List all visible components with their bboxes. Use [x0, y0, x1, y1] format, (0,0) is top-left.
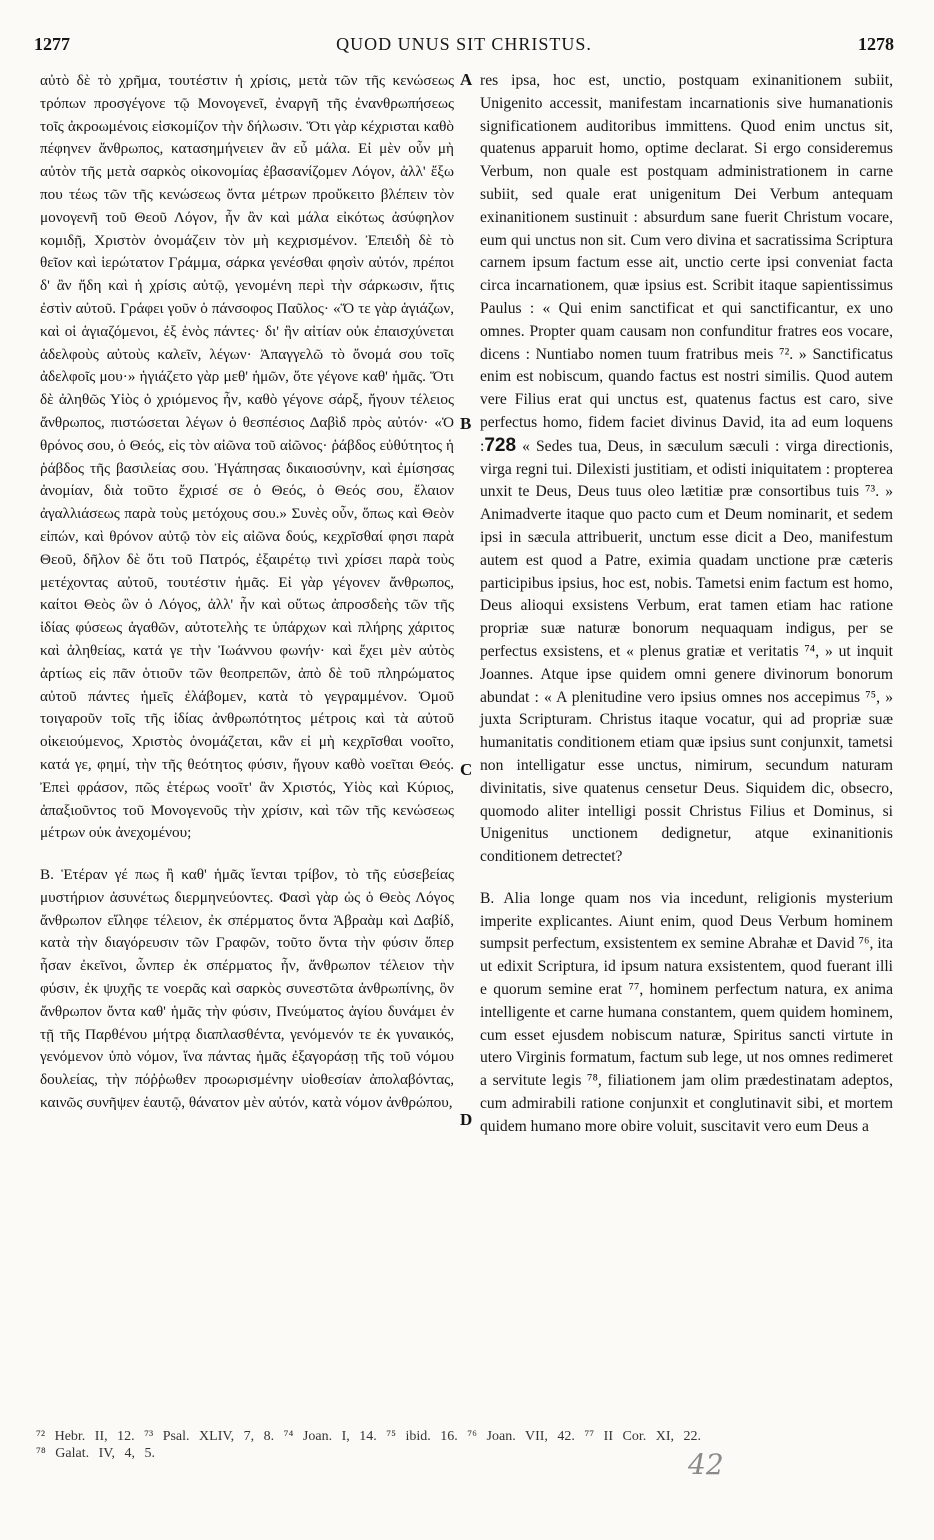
margin-marker-a: A: [460, 70, 473, 89]
handwritten-annotation: 42: [688, 1448, 724, 1481]
patrologia-page-marker: 728: [484, 434, 517, 456]
latin-paragraph-1-part-b: « Sedes tua, Deus, in sæculum sæculi : virga directionis, virga regni tui. Dilexisti justitiam, et odisti iniquitatem : propterea unxit te Deus, Deus tuus oleo lætitiæ præ consortibus tuis ⁷³. » Animadverte itaque quo pacto cum et Deum nominarit, et sedem ipsi in sæcula attribuerit, unctum esse dicit a Deo, manifestum autem est quod a Patre, eximia quadam unctione præ cæteris participibus ipsius, hoc est, nobis. Tametsi enim factum est homo, Deus alioqui exsistens Verbum, erat tamen etiam hac ratione propriæ suæ naturæ bonorum nequaquam indigus, per se perfectus exsistens, et « plenus gratiæ et veritatis ⁷⁴, » ut inquit Joannes. Atque ipse quidem omni genere divinorum bonorum abundat : « A plenitudine vero ipsius omnes nos accepimus ⁷⁵, » juxta Scripturam. Christus itaque vocatur, qui ad propriæ suæ humanitatis conditionem etiam quæ ipsius sunt conjunxit, tametsi non intelligatur esse unctus, nimirum, secundum naturam divinitatis, sive quatenus censetur Deus. Siquidem dic, obsecro, quomodo aliter intelligi possit Christus Filius et Dominus, si Unigenitus unctionem dedignetur, atque exinanitionis conditionem detrectet?: [480, 437, 893, 866]
margin-marker-c: C: [460, 760, 473, 779]
greek-paragraph-1: αὐτὸ δὲ τὸ χρῆμα, τουτέστιν ἡ χρίσις, μετὰ τῶν τῆς κενώσεως τρόπων προσγέγονε τῷ Μονογενεῖ, ἐναργῆ τῆς ἐνανθρωπήσεως τοῖς ἀκροωμένοις εἰσκομίζον τὴν δήλωσιν. Ὅτι γὰρ κέχρισται καθὸ πέφηνεν ἄνθρωπος, κατασημήνειεν ἂν εὖ μάλα. Εἰ μὲν οὖν μὴ αὐτὸν τῆς μετὰ σαρκὸς οἰκονομίας ἐβασανίζομεν Λόγον, ἀλλ' ἔξω που τέως τῶν τῆς κενώσεως ὄντα μέτρων προὔκειτο βλέπειν τὸν μονογενῆ τοῦ Θεοῦ Λόγον, ἦν ἂν καὶ μάλα εἰκότως ἀσύφηλον κομιδῇ, Χριστὸν ὀνομάζειν τὸν μὴ κεχρισμένον. Ἐπειδὴ δὲ τὸ θεῖον καὶ ἱερώτατον Γράμμα, σάρκα γενέσθαι φησὶν αὐτόν, πρέποι δ' ἂν ἤδη καὶ ἡ χρίσις αὐτῷ, γενομένη περὶ τὴν σάρκωσιν, ἥτις ἐστὶν αὐτοῦ. Γράφει γοῦν ὁ πάνσοφος Παῦλος· «Ὅ τε γὰρ ἁγιάζων, καὶ οἱ ἁγιαζόμενοι, ἐξ ἑνὸς πάντες· δι' ἣν αἰτίαν οὐκ ἐπαισχύνεται ἀδελφοὺς αὐτοὺς καλεῖν, λέγων· Ἀπαγγελῶ τὸ ὄνομά σου τοῖς ἀδελφοῖς μου·» ἡγιάζετο γὰρ μεθ' ἡμῶν, ὅτε γέγονε καθ' ἡμᾶς. Ὅτι δὲ ἀληθῶς Υἱὸς ὁ χριόμενος ἦν, καθὸ γέγονε σάρξ, ἤγουν τέλειος ἄνθρωπος, πιστώσεται λέγων ὁ θεσπέσιος Δαβὶδ πρὸς αὐτόν· «Ὁ θρόνος σου, ὁ Θεός, εἰς τὸν αἰῶνα τοῦ αἰῶνος· ῥάβδος εὐθύτητος ἡ ῥάβδος τῆς βασιλείας σου. Ἠγάπησας δικαιοσύνην, καὶ ἐμίσησας ἀνομίαν, διὰ τοῦτο ἔχρισέ σε ὁ Θεός, ὁ Θεός σου, ἔλαιον ἀγαλλιάσεως παρὰ τοὺς μετόχους σου.» Συνὲς οὖν, ὅπως καὶ Θεὸν εἰπών, καὶ θρόνον αὐτῷ τὸν εἰς αἰῶνα δούς, κεχρῖσθαί φησι παρὰ Θεοῦ, δῆλον δὲ ὅτι τοῦ Πατρός, ἐξαιρέτῳ τινὶ χρίσει παρὰ τοὺς μετέχοντας αὐτοῦ, τουτέστιν ἡμᾶς. Εἰ γὰρ γέγονεν ἄνθρωπος, καίτοι Θεὸς ὢν ὁ Λόγος, ἀλλ' ἦν καὶ οὕτως ἀπροσδεὴς τῶν τῆς ἰδίας φύσεως ἀγαθῶν, αὐτοτελὴς τε ὑπάρχων καὶ πλήρης χάριτος καὶ ἀληθείας, κατά γε τὴν Ἰωάννου φωνήν· καὶ ἔχει μὲν αὐτὸς ἀρτίως εἰς πᾶν ὁτιοῦν τῶν θεοπρεπῶν, ἀπὸ δὲ τοῦ πληρώματος αὐτοῦ πάντες ἡμεῖς ἐλάβομεν, κατὰ τὸ γεγραμμένον. Ὁμοῦ τοιγαροῦν τοῖς τῆς ἰδίας ἀνθρωπότητος μέτροις καὶ τὰ αὐτοῦ οἰκειούμενος, Χριστὸς ὀνομάζεται, κἂν εἰ μὴ κεχρῖσθαι νοοῖτο, κατά γε, φημί, τὴν τῆς θεότητος φύσιν, ἤγουν καθὸ νοεῖται Θεός. Ἐπεὶ φράσον, πῶς ἑτέρως νοοῖτ' ἂν Χριστός, Υἱὸς καὶ Κύριος, ἀπαξιοῦντος τοῦ Μονογενοῦς τὴν χρίσιν, καὶ τῶν τῆς κενώσεως μέτρων οὐκ ἀνεχομένου;: [40, 72, 454, 842]
footnote-line-1: ⁷² Hebr. II, 12. ⁷³ Psal. XLIV, 7, 8. ⁷⁴ Joan. I, 14. ⁷⁵ ibid. 16. ⁷⁶ Joan. VII, 42. ⁷⁷ II Cor. XI, 22.: [36, 1429, 701, 1444]
greek-paragraph-2: Β. Ἑτέραν γέ πως ἢ καθ' ἡμᾶς ἴενται τρίβον, τὸ τῆς εὐσεβείας μυστήριον ἀσυνέτως διερμηνεύοντες. Φασὶ γὰρ ὡς ὁ Θεὸς Λόγος ἄνθρωπον εἴληφε τέλειον, ἐκ σπέρματος ὄντα Ἀβραὰμ καὶ Δαβίδ, κατὰ τὴν διαγόρευσιν τῶν Γραφῶν, τοῦτο ὄντα τὴν φύσιν ὅπερ ἦσαν ἐκεῖνοι, ὧνπερ ἐκ σπέρματος ἦν, ἄνθρωπον τέλειον τὴν φύσιν, ἐκ ψυχῆς τε νοερᾶς καὶ σαρκὸς συνεστῶτα ἀνθρωπίνης, ὃν ἄνθρωπον ὄντα καθ' ἡμᾶς τὴν φύσιν, Πνεύματος ἁγίου δυνάμει ἐν τῇ τῆς Παρθένου μήτρᾳ διαπλασθέντα, γενόμενόν τε ἐκ γυναικός, γενόμενον ὑπὸ νόμον, ἵνα πάντας ἡμᾶς ἐξαγοράσῃ τῆς τοῦ νόμου δουλείας, τὴν πόῤῥωθεν προωρισμένην υἱοθεσίαν ἀπολαβόντας, καινῶς συνῆψεν ἑαυτῷ, θάνατον μὲν αὐτόν, κατὰ νόμον ἀνθρώπου,: [40, 866, 454, 1112]
greek-column: [40, 70, 454, 1115]
page-number-right: 1278: [858, 34, 894, 54]
page-number-left: 1277: [34, 34, 70, 54]
latin-paragraph-1-part-a: res ipsa, hoc est, unctio, postquam exinanitionem subiit, Unigenito accessit, manifestam incarnationis sive humanationis significationem auditoribus immittens. Quod enim unctus sit, quatenus apparuit homo, optime declarat. Si ergo consideremus Verbum, non quale est postquam administrationem in carne subiit, sed quale erat unigenitum Dei Verbum antequam exinanitionem sustinuit : absurdum sane fuerit Christum vocare, eum qui unctus non sit. Cum vero divina et sacratissima Scriptura carnem ipsum factum esse ait, unctio certe ipsi conveniat facta circa incarnationem, quæ ipsius est. Scribit itaque sapientissimus Paulus : « Qui enim sanctificat et qui sanctificantur, ex uno omnes. Propter quam causam non confunditur fratres eos vocare, dicens : Nuntiabo nomen tuum fratribus meis ⁷². » Sanctificatus enim est nobiscum, quando factus est nostri similis. Quod autem vere Filius erat qui unctus est, quatenus factus est caro, sive perfectus homo, fidem faciet divinus David, ita ad eum loquens :: [480, 72, 893, 455]
margin-marker-d: D: [460, 1110, 473, 1129]
margin-marker-b: B: [460, 414, 472, 433]
latin-column: [480, 70, 893, 1139]
running-title: QUOD UNUS SIT CHRISTUS.: [336, 34, 592, 54]
page-header: [34, 34, 894, 58]
footnotes: [36, 1428, 896, 1462]
latin-paragraph-2: B. Alia longe quam nos via incedunt, religionis mysterium imperite explicantes. Aiunt enim, quod Deus Verbum hominem sumpsit perfectum, exsistentem ex semine Abrahæ et David ⁷⁶, ita ut edixit Scriptura, id ipsum natura exsistentem, quod fuerant illi e quorum semine erat ⁷⁷, hominem perfectum natura, ex anima intelligente et carne humana constantem, quem quidem hominem, cum esset ejusdem nobiscum naturæ, Spiritus sancti virtute in utero Virginis formatum, factum sub lege, ut nos omnes redimeret a servitute legis ⁷⁸, filiationem jam olim prædestinatam adeptos, cum admirabili ratione conjunxit et conglutinavit sibi, et mortem quidem humano more obire voluit, suscitavit vero eum Deus a: [480, 889, 893, 1135]
footnote-line-2: ⁷⁸ Galat. IV, 4, 5.: [36, 1446, 156, 1461]
latin-paragraph-1: [480, 70, 893, 869]
